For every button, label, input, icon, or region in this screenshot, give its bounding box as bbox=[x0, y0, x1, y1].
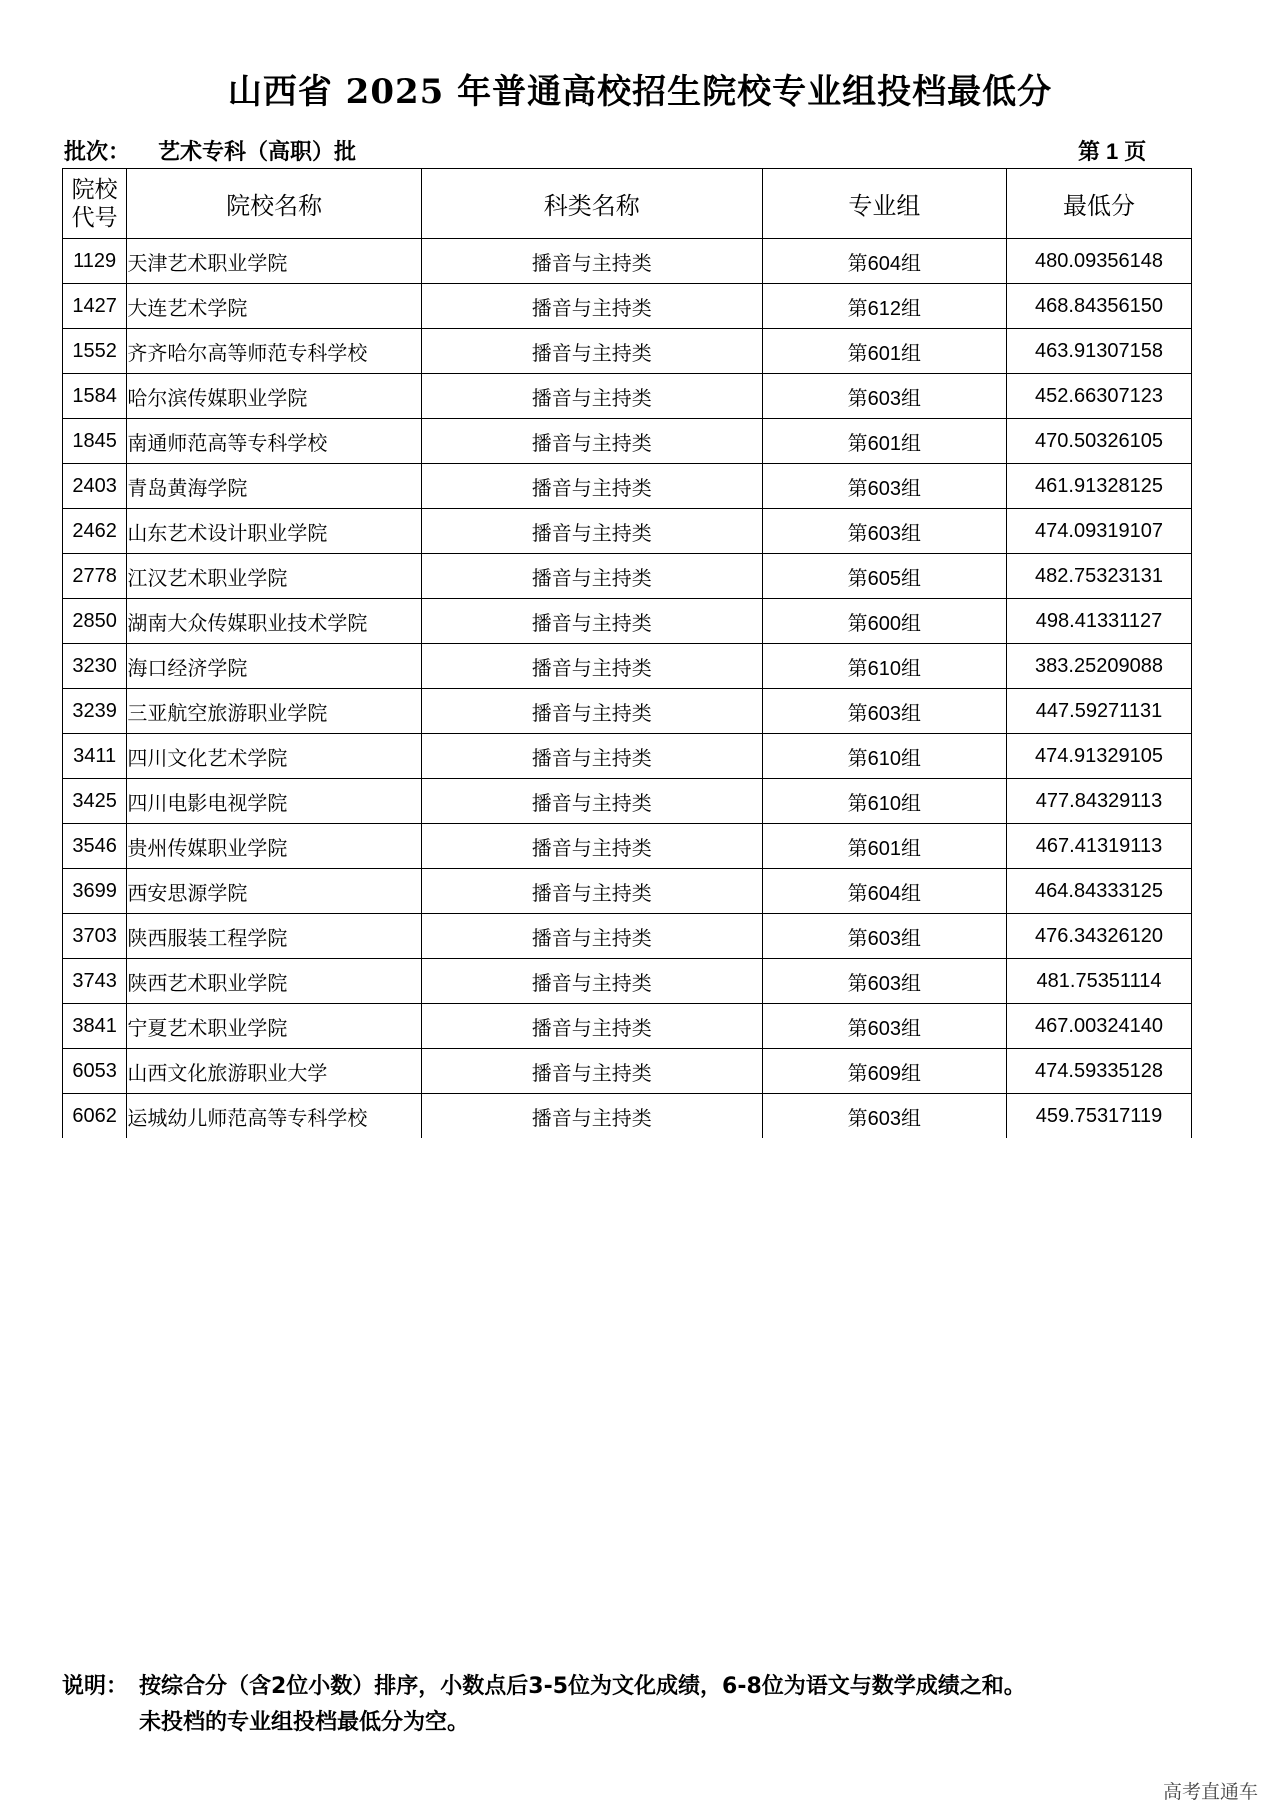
row-group: 第603组 bbox=[762, 464, 1006, 509]
row-code: 3841 bbox=[63, 1004, 127, 1049]
row-group: 第610组 bbox=[762, 644, 1006, 689]
batch-info bbox=[64, 135, 356, 166]
row-code: 2850 bbox=[63, 599, 127, 644]
column-header-code bbox=[63, 169, 127, 239]
table-row bbox=[63, 689, 1192, 734]
row-school-name: 西安思源学院 bbox=[127, 869, 422, 914]
table-header-row bbox=[63, 169, 1192, 239]
row-subject: 播音与主持类 bbox=[421, 1049, 762, 1094]
row-subject: 播音与主持类 bbox=[421, 1004, 762, 1049]
row-group: 第603组 bbox=[762, 914, 1006, 959]
table-row bbox=[63, 869, 1192, 914]
row-group: 第610组 bbox=[762, 779, 1006, 824]
row-score: 481.75351114 bbox=[1006, 959, 1191, 1004]
row-school-name: 陕西服装工程学院 bbox=[127, 914, 422, 959]
row-school-name: 四川文化艺术学院 bbox=[127, 734, 422, 779]
row-code: 3425 bbox=[63, 779, 127, 824]
row-score: 467.41319113 bbox=[1006, 824, 1191, 869]
row-group: 第612组 bbox=[762, 284, 1006, 329]
row-school-name: 陕西艺术职业学院 bbox=[127, 959, 422, 1004]
notes bbox=[62, 1669, 1026, 1741]
row-code: 3239 bbox=[63, 689, 127, 734]
row-subject: 播音与主持类 bbox=[421, 464, 762, 509]
row-school-name: 大连艺术学院 bbox=[127, 284, 422, 329]
table-row bbox=[63, 1094, 1192, 1139]
row-subject: 播音与主持类 bbox=[421, 599, 762, 644]
row-group: 第600组 bbox=[762, 599, 1006, 644]
table-row bbox=[63, 509, 1192, 554]
row-subject: 播音与主持类 bbox=[421, 869, 762, 914]
admission-score-table bbox=[62, 168, 1192, 1138]
row-subject: 播音与主持类 bbox=[421, 1094, 762, 1139]
notes-line2: 未投档的专业组投档最低分为空。 bbox=[139, 1710, 470, 1735]
row-score: 474.59335128 bbox=[1006, 1049, 1191, 1094]
table-row bbox=[63, 1049, 1192, 1094]
row-score: 452.66307123 bbox=[1006, 374, 1191, 419]
row-group: 第603组 bbox=[762, 1094, 1006, 1139]
watermark: 高考直通车 bbox=[1162, 1781, 1258, 1803]
row-score: 480.09356148 bbox=[1006, 239, 1191, 284]
page-title: 山西省 2025 年普通高校招生院校专业组投档最低分 bbox=[227, 72, 1053, 112]
table-row bbox=[63, 824, 1192, 869]
table-row bbox=[63, 959, 1192, 1004]
row-subject: 播音与主持类 bbox=[421, 914, 762, 959]
row-school-name: 齐齐哈尔高等师范专科学校 bbox=[127, 329, 422, 374]
row-subject: 播音与主持类 bbox=[421, 374, 762, 419]
row-group: 第605组 bbox=[762, 554, 1006, 599]
row-subject: 播音与主持类 bbox=[421, 644, 762, 689]
column-header-score: 最低分 bbox=[1006, 169, 1191, 239]
table-row bbox=[63, 374, 1192, 419]
row-score: 474.09319107 bbox=[1006, 509, 1191, 554]
table-row bbox=[63, 419, 1192, 464]
row-code: 3546 bbox=[63, 824, 127, 869]
row-score: 474.91329105 bbox=[1006, 734, 1191, 779]
row-score: 459.75317119 bbox=[1006, 1094, 1191, 1139]
row-school-name: 南通师范高等专科学校 bbox=[127, 419, 422, 464]
row-code: 3703 bbox=[63, 914, 127, 959]
row-score: 476.34326120 bbox=[1006, 914, 1191, 959]
row-score: 464.84333125 bbox=[1006, 869, 1191, 914]
table-row bbox=[63, 779, 1192, 824]
row-group: 第601组 bbox=[762, 419, 1006, 464]
row-group: 第604组 bbox=[762, 869, 1006, 914]
notes-label: 说明： bbox=[62, 1674, 129, 1699]
table-row bbox=[63, 644, 1192, 689]
page-suffix: 页 bbox=[1124, 140, 1147, 165]
row-school-name: 三亚航空旅游职业学院 bbox=[127, 689, 422, 734]
page-prefix: 第 bbox=[1078, 140, 1101, 165]
row-code: 2778 bbox=[63, 554, 127, 599]
row-school-name: 运城幼儿师范高等专科学校 bbox=[127, 1094, 422, 1139]
row-subject: 播音与主持类 bbox=[421, 419, 762, 464]
row-code: 1129 bbox=[63, 239, 127, 284]
table-row bbox=[63, 329, 1192, 374]
row-score: 477.84329113 bbox=[1006, 779, 1191, 824]
row-code: 1584 bbox=[63, 374, 127, 419]
table-row bbox=[63, 464, 1192, 509]
row-subject: 播音与主持类 bbox=[421, 509, 762, 554]
row-school-name: 江汉艺术职业学院 bbox=[127, 554, 422, 599]
table-row bbox=[63, 284, 1192, 329]
page-indicator bbox=[1078, 135, 1146, 166]
row-group: 第601组 bbox=[762, 824, 1006, 869]
row-code: 3230 bbox=[63, 644, 127, 689]
row-school-name: 青岛黄海学院 bbox=[127, 464, 422, 509]
row-subject: 播音与主持类 bbox=[421, 329, 762, 374]
row-subject: 播音与主持类 bbox=[421, 239, 762, 284]
column-header-group: 专业组 bbox=[762, 169, 1006, 239]
row-subject: 播音与主持类 bbox=[421, 689, 762, 734]
row-code: 3411 bbox=[63, 734, 127, 779]
table-row bbox=[63, 1004, 1192, 1049]
row-score: 383.25209088 bbox=[1006, 644, 1191, 689]
column-header-name: 院校名称 bbox=[127, 169, 422, 239]
row-school-name: 四川电影电视学院 bbox=[127, 779, 422, 824]
row-group: 第603组 bbox=[762, 959, 1006, 1004]
table-row bbox=[63, 734, 1192, 779]
row-score: 498.41331127 bbox=[1006, 599, 1191, 644]
page-number: 1 bbox=[1106, 139, 1119, 164]
row-school-name: 海口经济学院 bbox=[127, 644, 422, 689]
table-row bbox=[63, 239, 1192, 284]
column-header-code-line1: 院校 bbox=[71, 176, 118, 203]
row-school-name: 天津艺术职业学院 bbox=[127, 239, 422, 284]
row-subject: 播音与主持类 bbox=[421, 284, 762, 329]
row-code: 1427 bbox=[63, 284, 127, 329]
row-score: 467.00324140 bbox=[1006, 1004, 1191, 1049]
row-code: 1845 bbox=[63, 419, 127, 464]
row-school-name: 宁夏艺术职业学院 bbox=[127, 1004, 422, 1049]
notes-line1: 按综合分（含2位小数）排序，小数点后3-5位为文化成绩，6-8位为语文与数学成绩之和。 bbox=[139, 1674, 1026, 1699]
row-subject: 播音与主持类 bbox=[421, 824, 762, 869]
row-group: 第601组 bbox=[762, 329, 1006, 374]
row-school-name: 贵州传媒职业学院 bbox=[127, 824, 422, 869]
row-group: 第610组 bbox=[762, 734, 1006, 779]
table-row bbox=[63, 554, 1192, 599]
column-header-code-line2: 代号 bbox=[71, 204, 118, 231]
row-score: 468.84356150 bbox=[1006, 284, 1191, 329]
row-code: 1552 bbox=[63, 329, 127, 374]
row-school-name: 湖南大众传媒职业技术学院 bbox=[127, 599, 422, 644]
row-score: 470.50326105 bbox=[1006, 419, 1191, 464]
row-group: 第603组 bbox=[762, 374, 1006, 419]
row-code: 2403 bbox=[63, 464, 127, 509]
row-code: 3743 bbox=[63, 959, 127, 1004]
column-header-subject: 科类名称 bbox=[421, 169, 762, 239]
row-score: 463.91307158 bbox=[1006, 329, 1191, 374]
row-school-name: 山西文化旅游职业大学 bbox=[127, 1049, 422, 1094]
row-score: 447.59271131 bbox=[1006, 689, 1191, 734]
table-row bbox=[63, 599, 1192, 644]
batch-label: 批次： bbox=[64, 140, 131, 165]
row-code: 6053 bbox=[63, 1049, 127, 1094]
row-code: 3699 bbox=[63, 869, 127, 914]
row-subject: 播音与主持类 bbox=[421, 779, 762, 824]
row-subject: 播音与主持类 bbox=[421, 554, 762, 599]
row-group: 第604组 bbox=[762, 239, 1006, 284]
table-row bbox=[63, 914, 1192, 959]
row-code: 2462 bbox=[63, 509, 127, 554]
row-school-name: 哈尔滨传媒职业学院 bbox=[127, 374, 422, 419]
batch-value: 艺术专科（高职）批 bbox=[158, 140, 357, 165]
row-code: 6062 bbox=[63, 1094, 127, 1139]
row-score: 482.75323131 bbox=[1006, 554, 1191, 599]
row-subject: 播音与主持类 bbox=[421, 734, 762, 779]
row-group: 第603组 bbox=[762, 509, 1006, 554]
row-group: 第603组 bbox=[762, 1004, 1006, 1049]
row-subject: 播音与主持类 bbox=[421, 959, 762, 1004]
row-group: 第609组 bbox=[762, 1049, 1006, 1094]
row-group: 第603组 bbox=[762, 689, 1006, 734]
row-score: 461.91328125 bbox=[1006, 464, 1191, 509]
row-school-name: 山东艺术设计职业学院 bbox=[127, 509, 422, 554]
